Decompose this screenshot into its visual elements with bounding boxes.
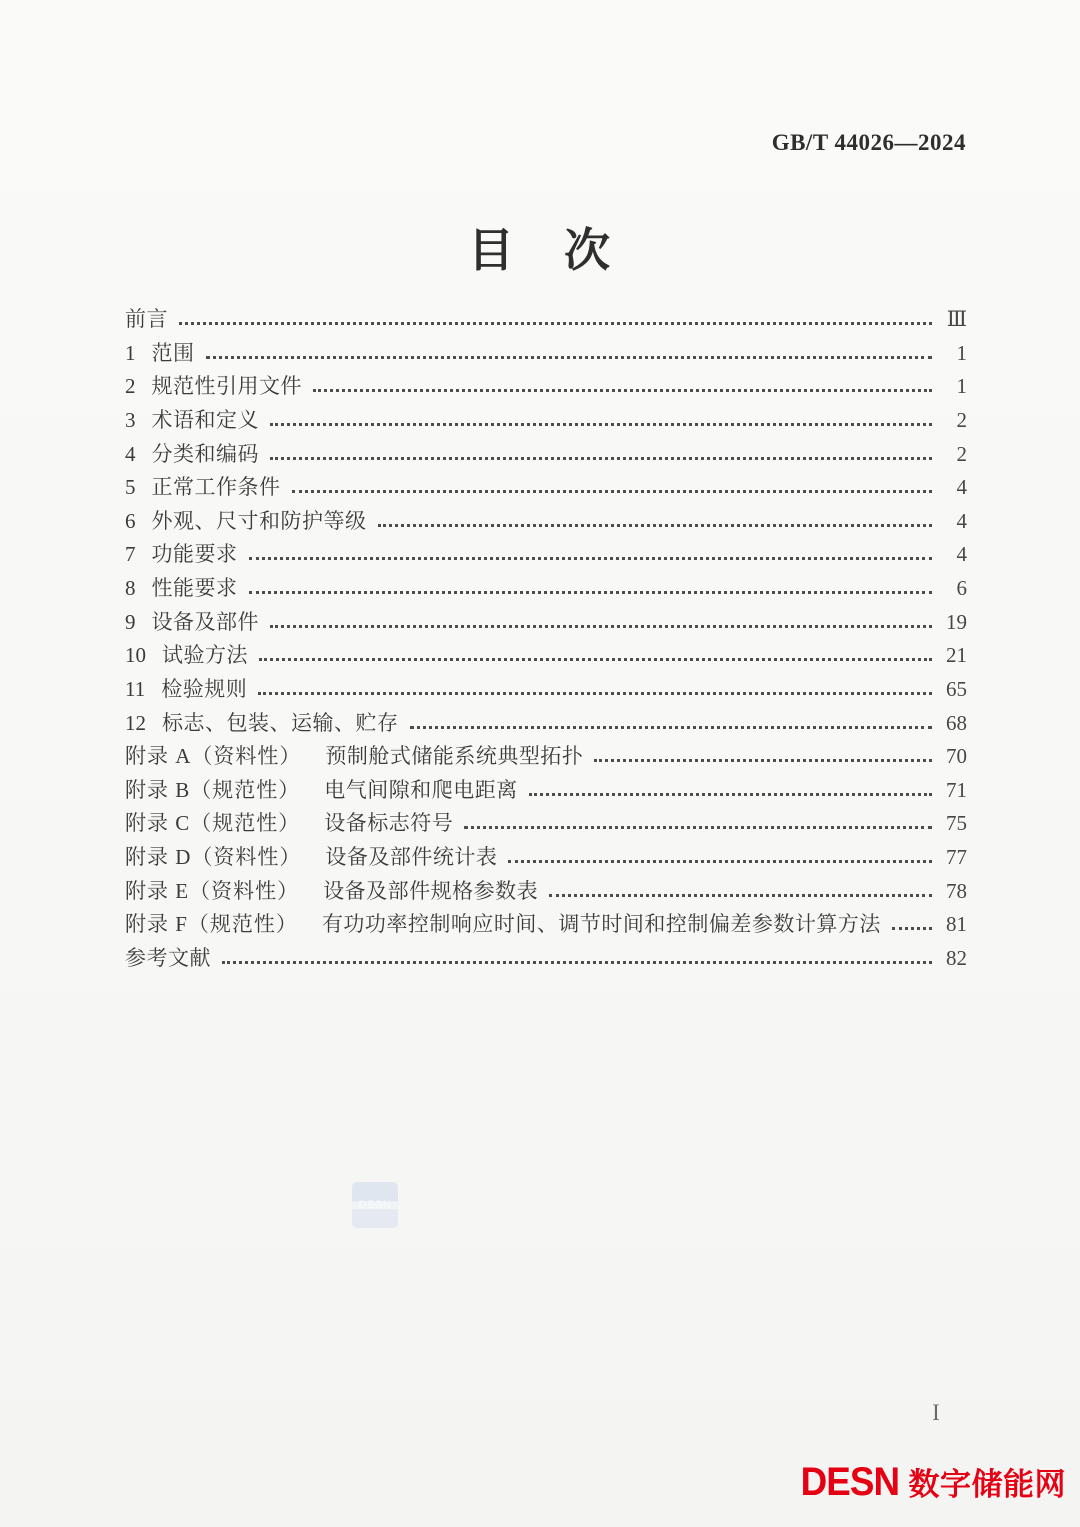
dot-leader	[259, 658, 932, 661]
toc-entry-page: 65	[946, 676, 967, 701]
dot-leader	[206, 356, 933, 359]
toc-entry-label: 前言	[125, 307, 168, 331]
toc-entry-number: 8	[125, 576, 136, 600]
toc-entry-number: 附录 F（规范性）	[125, 912, 298, 937]
toc-entry-number: 5	[125, 475, 136, 500]
dot-leader	[892, 927, 932, 930]
toc-row-test-methods	[125, 644, 967, 667]
toc-entry-number: 12	[125, 710, 146, 735]
toc-row-working-conditions	[125, 476, 967, 499]
toc-entry-page: 19	[946, 609, 967, 634]
toc-entry-page: 1	[956, 374, 967, 399]
toc-row-functional-requirements	[125, 543, 967, 566]
dot-leader	[549, 894, 932, 897]
dot-leader	[249, 557, 933, 560]
toc-entry-page: 82	[946, 945, 967, 970]
toc-entry-page: Ⅲ	[946, 307, 967, 331]
toc-row-appendix-d	[125, 846, 967, 869]
dot-leader	[529, 793, 932, 796]
toc-row-equipment-parts	[125, 611, 967, 634]
toc-entry-number: 10	[125, 643, 146, 668]
toc-entry-page: 6	[956, 576, 967, 600]
toc-entry-page: 4	[956, 475, 967, 500]
dot-leader	[508, 860, 932, 863]
toc-entry-label: 设备及部件统计表	[325, 845, 498, 869]
toc-list	[125, 308, 967, 970]
toc-row-marking-packaging	[125, 712, 967, 735]
toc-row-classification	[125, 443, 967, 466]
dot-leader	[378, 524, 933, 527]
toc-entry-page: 4	[956, 508, 967, 533]
toc-row-foreword	[125, 308, 967, 331]
desn-logo-cjk: 数字储能网	[908, 1467, 1066, 1502]
toc-row-scope	[125, 342, 967, 365]
toc-entry-number: 6	[125, 508, 136, 533]
desn-logo	[792, 1459, 1066, 1505]
toc-entry-label: 设备及部件	[151, 609, 259, 634]
standard-number: GB/T 44026—2024	[771, 130, 966, 155]
toc-entry-page: 77	[946, 845, 967, 869]
toc-entry-label: 标志、包装、运输、贮存	[162, 710, 399, 735]
toc-row-appendix-c	[125, 812, 967, 835]
toc-row-appendix-e	[125, 880, 967, 903]
toc-entry-page: 2	[956, 441, 967, 466]
toc-entry-number: 11	[125, 676, 146, 701]
toc-entry-label: 术语和定义	[151, 407, 259, 432]
toc-entry-number: 4	[125, 441, 136, 466]
toc-entry-label: 分类和编码	[151, 441, 259, 466]
dot-leader	[179, 322, 932, 325]
toc-entry-label: 正常工作条件	[151, 475, 281, 500]
toc-entry-page: 71	[946, 777, 967, 802]
toc-entry-page: 1	[956, 340, 967, 365]
toc-entry-number: 9	[125, 609, 136, 634]
toc-entry-label: 性能要求	[151, 576, 238, 600]
toc-row-references	[125, 947, 967, 970]
toc-entry-number: 3	[125, 407, 136, 432]
toc-entry-number: 附录 B（规范性）	[125, 777, 301, 802]
toc-row-appendix-b	[125, 779, 967, 802]
watermark-stamp-icon: DESN	[352, 1182, 398, 1228]
dot-leader	[249, 591, 933, 594]
dot-leader	[464, 826, 932, 829]
toc-entry-label: 试验方法	[162, 643, 248, 668]
dot-leader	[270, 457, 932, 460]
toc-entry-label: 规范性引用文件	[151, 374, 302, 399]
toc-entry-label: 检验规则	[161, 676, 248, 701]
toc-entry-page: 2	[956, 407, 967, 432]
toc-entry-label: 参考文献	[125, 945, 211, 970]
toc-entry-number: 附录 A（资料性）	[125, 744, 302, 769]
toc-entry-page: 78	[946, 878, 967, 903]
toc-entry-number: 7	[125, 542, 136, 567]
toc-entry-number: 附录 C（规范性）	[125, 811, 301, 836]
dot-leader	[270, 625, 932, 628]
toc-row-inspection-rules	[125, 678, 967, 701]
toc-entry-label: 预制舱式储能系统典型拓扑	[325, 744, 584, 769]
toc-entry-page: 4	[956, 542, 967, 567]
toc-entry-label: 外观、尺寸和防护等级	[151, 508, 367, 533]
dot-leader	[270, 423, 932, 426]
toc-entry-number: 附录 D（资料性）	[125, 845, 302, 869]
dot-leader	[222, 961, 932, 964]
desn-logo-latin: DESN	[800, 1460, 900, 1504]
toc-row-appendix-a	[125, 745, 967, 768]
page-number: I	[932, 1400, 940, 1425]
toc-row-appearance	[125, 510, 967, 533]
toc-entry-label: 功能要求	[151, 542, 238, 567]
dot-leader	[594, 759, 932, 762]
toc-title: 目 次	[468, 225, 612, 276]
dot-leader	[292, 490, 933, 493]
toc-entry-page: 21	[946, 643, 967, 668]
toc-entry-label: 有功功率控制响应时间、调节时间和控制偏差参数计算方法	[321, 912, 881, 937]
toc-entry-label: 设备及部件规格参数表	[323, 878, 539, 903]
toc-entry-page: 81	[946, 912, 967, 937]
toc-entry-number: 附录 E（资料性）	[125, 878, 300, 903]
toc-entry-page: 70	[946, 744, 967, 769]
toc-entry-number: 1	[125, 340, 136, 365]
toc-entry-page: 75	[946, 811, 967, 836]
toc-entry-page: 68	[946, 710, 967, 735]
dot-leader	[258, 692, 932, 695]
toc-row-terms	[125, 409, 967, 432]
toc-row-appendix-f	[125, 913, 967, 936]
toc-entry-label: 电气间隙和爬电距离	[324, 777, 518, 802]
toc-row-normative-references	[125, 375, 967, 398]
dot-leader	[313, 389, 932, 392]
toc-entry-label: 范围	[151, 340, 195, 365]
toc-entry-number: 2	[125, 374, 136, 399]
toc-row-performance-requirements	[125, 577, 967, 600]
dot-leader	[410, 726, 933, 729]
toc-entry-label: 设备标志符号	[324, 811, 454, 836]
